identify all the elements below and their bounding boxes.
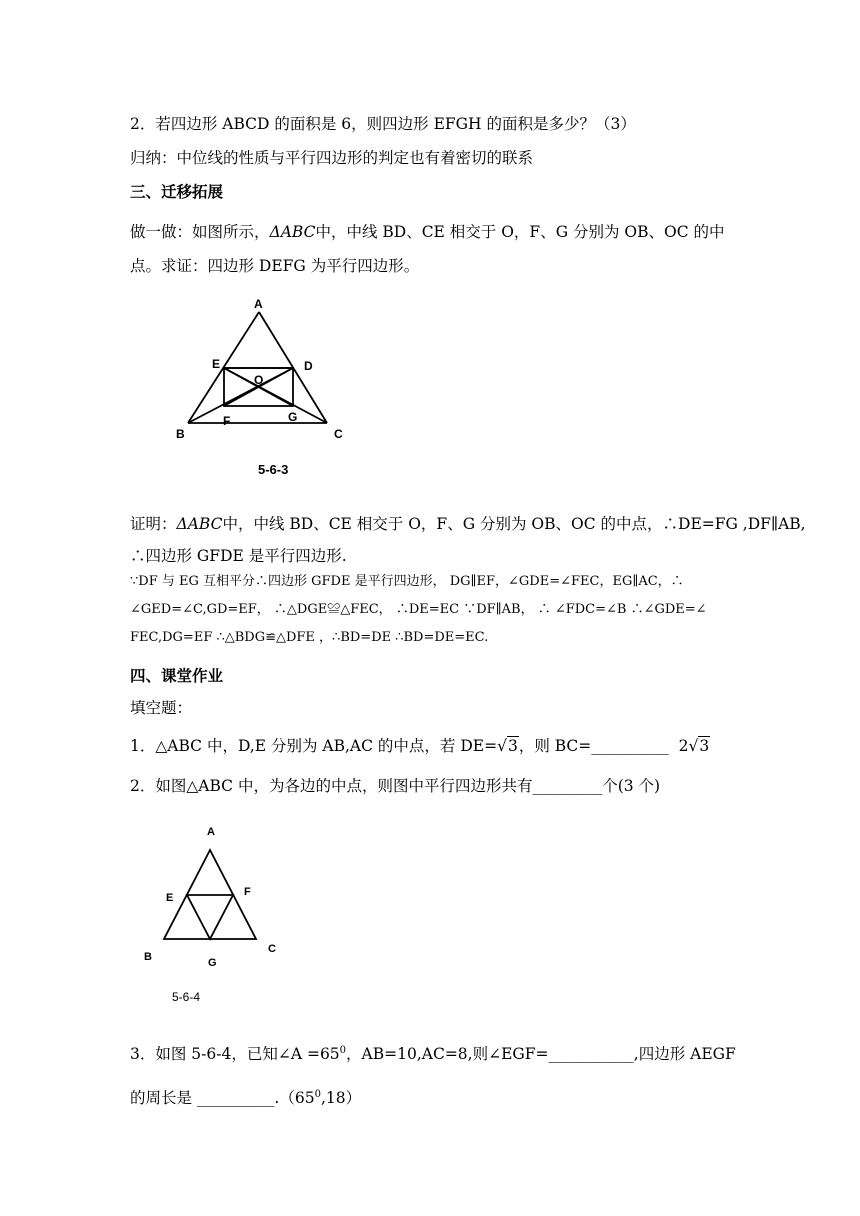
q1-blank: ，则 BC=__________ — [518, 737, 669, 755]
q1-answer-radicand: 3 — [699, 737, 710, 755]
figure-5-6-4-diagram — [140, 822, 290, 972]
section-3-heading: 三、迁移拓展 — [130, 183, 224, 201]
figure-5-6-4 — [140, 822, 290, 976]
fig1-label-E: E — [212, 357, 221, 371]
q1-answer-sqrt: √3 — [688, 737, 710, 755]
activity-text-line1 — [130, 220, 725, 242]
q1-text: 1．△ABC 中，D,E 分别为 AB,AC 的中点，若 DE= — [130, 737, 498, 755]
fig1-label-A: A — [254, 297, 263, 311]
fill-question-2: 2．如图△ABC 中，为各边的中点，则图中平行四边形共有_________个(3 个) — [130, 777, 661, 795]
section-4-heading: 四、课堂作业 — [130, 667, 224, 685]
fill-in-heading: 填空题： — [130, 699, 193, 717]
fig2-label-A: A — [207, 826, 215, 838]
q3-degree: 0 — [339, 1044, 347, 1056]
fig1-label-O: O — [254, 373, 264, 387]
fig1-label-B: B — [176, 427, 185, 441]
q3-text-b: ，AB=10,AC=8,则∠EGF=___________,四边形 AEGF — [346, 1045, 736, 1063]
q1-radicand: 3 — [507, 737, 518, 755]
fig2-label-B: B — [144, 951, 152, 963]
fill-question-3-cont — [130, 1086, 361, 1108]
q3-cont-text-b: ,18） — [320, 1089, 362, 1107]
proof-line5: FEC,DG=EF ∴△BDG≌△DFE ，∴BD=DE ∴BD=DE=EC. — [130, 630, 489, 645]
fig2-label-G: G — [208, 957, 217, 969]
fig2-label-E: E — [166, 892, 174, 904]
proof-triangle-symbol: ΔABC — [176, 515, 223, 533]
figure-5-6-3-diagram — [170, 292, 360, 442]
question-2-text: 2．若四边形 ABCD 的面积是 6，则四边形 EFGH 的面积是多少？（3） — [130, 115, 636, 133]
activity-text-line2: 点。求证：四边形 DEFG 为平行四边形。 — [130, 257, 420, 275]
fig1-label-D: D — [304, 359, 313, 373]
proof-line4: ∠GED=∠C,GD=EF， ∴△DGE≌△FEC， ∴DE=EC ∵DF∥AB， ∴ ∠FDC=∠B ∴∠GDE=∠ — [130, 602, 707, 617]
triangle-abc-symbol: ΔABC — [269, 223, 316, 241]
q3-text-a: 3．如图 5-6-4，已知∠A =65 — [130, 1045, 340, 1063]
proof-line2: ∴四边形 GFDE 是平行四边形. — [130, 547, 347, 565]
fig1-label-F: F — [223, 414, 231, 428]
activity-body: 中，中线 BD、CE 相交于 O，F、G 分别为 OB、OC 的中 — [315, 223, 725, 241]
figure-5-6-4-caption: 5-6-4 — [172, 990, 201, 1004]
fig2-label-F: F — [244, 886, 251, 898]
proof-line1 — [130, 512, 806, 534]
summary-text: 归纳：中位线的性质与平行四边形的判定也有着密切的联系 — [130, 149, 534, 167]
proof-body: 中，中线 BD、CE 相交于 O，F、G 分别为 OB、OC 的中点，∴DE=FG ,DF∥AB, — [222, 515, 806, 533]
fig1-label-C: C — [334, 427, 343, 441]
figure-5-6-3 — [170, 292, 360, 446]
fill-question-1 — [130, 734, 710, 756]
figure-5-6-3-caption: 5-6-3 — [258, 462, 289, 477]
fill-question-3 — [130, 1042, 736, 1064]
fig1-label-G: G — [288, 410, 298, 424]
proof-prefix: 证明： — [130, 515, 177, 533]
activity-prefix: 做一做：如图所示， — [130, 223, 270, 241]
proof-line3: ∵DF 与 EG 互相平分∴四边形 GFDE 是平行四边形， DG∥EF，∠GDE=∠FEC，EG∥AC，∴ — [130, 574, 684, 589]
q1-answer-coef: 2 — [678, 737, 689, 755]
fig2-label-C: C — [268, 943, 276, 955]
q3-cont-text-a: 的周长是 __________.（65 — [130, 1089, 315, 1107]
q1-sqrt: √3 — [497, 737, 518, 755]
q3-cont-degree: 0 — [314, 1088, 321, 1100]
